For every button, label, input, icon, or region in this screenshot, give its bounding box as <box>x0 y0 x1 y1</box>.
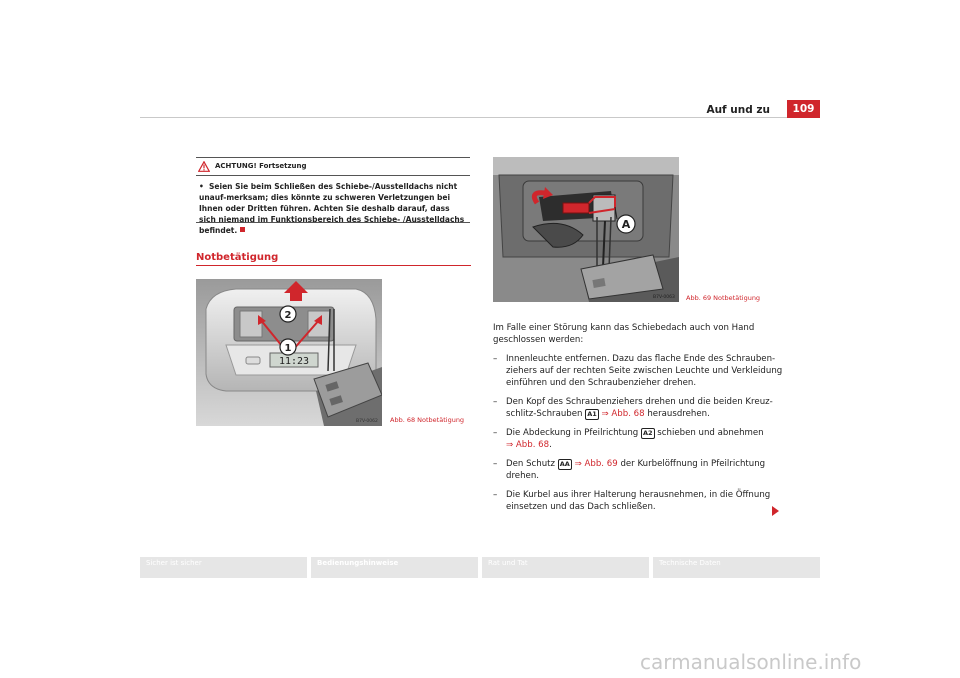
figure-68-link[interactable]: ⇒ Abb. 68 <box>601 409 645 419</box>
instruction-step-4: – Den Schutz AA ⇒ Abb. 69 der Kurbelöffnung in Pfeilrichtung drehen. <box>493 459 766 481</box>
footer-tab-technische-daten[interactable]: Technische Daten <box>653 557 820 578</box>
figure-69-caption: Abb. 69 Notbetätigung <box>686 294 761 302</box>
warning-triangle-icon <box>198 161 210 172</box>
warning-heading <box>198 160 307 172</box>
figure-69-code: B7V-0063 <box>653 295 675 300</box>
page-number: 109 <box>787 100 820 118</box>
figure-69-label-a: A <box>621 218 631 231</box>
header-rule <box>140 117 820 118</box>
warning-text-block <box>199 181 469 236</box>
figure-68-clock: 11:23 <box>278 356 310 367</box>
watermark: carmanualsonline.info <box>640 650 862 674</box>
end-marker-icon <box>240 227 245 232</box>
figure-68-link[interactable]: ⇒ Abb. 68 <box>506 440 550 450</box>
figure-68-illustration <box>196 279 382 426</box>
section-title: Notbetätigung <box>196 252 279 263</box>
footer-tab-sicher-ist-sicher[interactable]: Sicher ist sicher <box>140 557 307 578</box>
figure-68-label-1: 1 <box>284 343 292 354</box>
figure-68-caption: Abb. 68 Notbetätigung <box>390 416 465 424</box>
callout-badge-1: A1 <box>587 410 597 418</box>
figure-69-illustration <box>493 157 679 302</box>
warning-heading-text: ACHTUNG! Fortsetzung <box>215 162 307 170</box>
callout-badge-2: A2 <box>643 429 653 437</box>
callout-badge-a: AA <box>559 460 570 468</box>
instruction-step-2: – Den Kopf des Schraubenziehers drehen und die beiden Kreuz-schlitz-Schrauben A1 ⇒ Abb. 68 herausdrehen. <box>493 397 773 419</box>
warning-text: Seien Sie beim Schließen des Schiebe-/Ausstelldachs nicht unauf-merksam; dies könnte zu schweren Verletzungen bei Ihnen oder Dritten führen. Achten Sie deshalb darauf, dass sich niemand im Funktionsbereich des Schiebe- /Ausstelldachs befindet. <box>199 182 465 235</box>
footer-tab-rat-und-tat[interactable]: Rat und Tat <box>482 557 649 578</box>
figure-69-link[interactable]: ⇒ Abb. 69 <box>574 459 618 469</box>
section-rule <box>196 265 471 266</box>
warning-separator <box>196 175 470 176</box>
instruction-step-3: – Die Abdeckung in Pfeilrichtung A2 schieben und abnehmen ⇒ Abb. 68. <box>493 428 764 450</box>
footer-tab-bedienungshinweise[interactable]: Bedienungshinweise <box>311 557 478 578</box>
instructions-text <box>493 322 783 520</box>
header-title: Auf und zu <box>706 104 770 116</box>
instruction-step-1: – Innenleuchte entfernen. Dazu das flache Ende des Schrauben-ziehers auf der rechten Seite zwischen Leuchte und Verkleidung einführen und den Schraubenzieher drehen. <box>493 354 783 388</box>
figure-68-label-2: 2 <box>284 310 292 321</box>
figure-68-code: B7V-0062 <box>356 419 378 424</box>
next-page-arrow-icon[interactable] <box>772 506 779 516</box>
instructions-intro: Im Falle einer Störung kann das Schiebedach auch von Hand geschlossen werden: <box>493 323 755 345</box>
instruction-step-5: – Die Kurbel aus ihrer Halterung herausnehmen, in die Öffnung einsetzen und das Dach schließen. <box>493 490 771 512</box>
warning-bullet: • <box>199 182 204 191</box>
